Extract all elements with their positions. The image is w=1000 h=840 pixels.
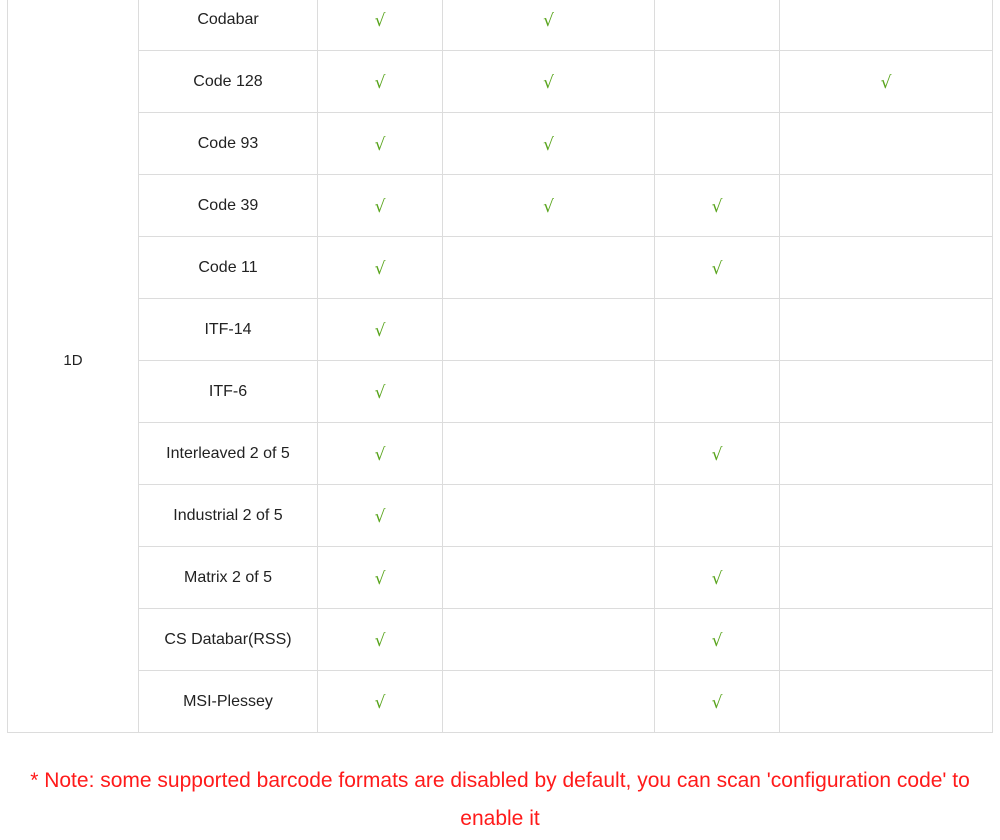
barcode-name-cell: Code 39 <box>139 175 318 237</box>
support-cell <box>655 237 780 299</box>
support-cell <box>655 547 780 609</box>
support-cell <box>443 547 655 609</box>
checkmark-icon: √ <box>374 444 386 465</box>
checkmark-icon: √ <box>374 382 386 403</box>
support-cell <box>780 237 993 299</box>
support-cell <box>443 423 655 485</box>
support-cell <box>318 237 443 299</box>
table-row <box>8 609 993 671</box>
checkmark-icon: √ <box>374 506 386 527</box>
support-cell <box>655 609 780 671</box>
support-cell <box>318 0 443 51</box>
checkmark-icon: √ <box>543 10 554 31</box>
checkmark-icon: √ <box>880 72 892 93</box>
support-cell <box>655 175 780 237</box>
support-cell <box>655 671 780 733</box>
table-row <box>8 485 993 547</box>
checkmark-icon: √ <box>543 72 554 93</box>
support-cell <box>443 609 655 671</box>
support-cell <box>655 0 780 51</box>
checkmark-icon: √ <box>711 196 723 217</box>
support-cell <box>780 609 993 671</box>
checkmark-icon: √ <box>374 196 386 217</box>
support-cell <box>318 547 443 609</box>
checkmark-icon: √ <box>374 630 386 651</box>
barcode-name-cell: Interleaved 2 of 5 <box>139 423 318 485</box>
table-row <box>8 237 993 299</box>
checkmark-icon: √ <box>374 692 386 713</box>
support-cell <box>443 299 655 361</box>
checkmark-icon: √ <box>711 692 723 713</box>
support-cell <box>780 361 993 423</box>
support-cell <box>655 485 780 547</box>
support-cell <box>780 485 993 547</box>
support-cell <box>443 51 655 113</box>
checkmark-icon: √ <box>374 568 386 589</box>
table-row <box>8 361 993 423</box>
support-cell <box>780 671 993 733</box>
barcode-name-cell: Industrial 2 of 5 <box>139 485 318 547</box>
support-cell <box>780 175 993 237</box>
support-cell <box>443 0 655 51</box>
barcode-name-cell: Codabar <box>139 0 318 51</box>
barcode-name-cell: Matrix 2 of 5 <box>139 547 318 609</box>
support-cell <box>443 485 655 547</box>
barcode-name-cell: Code 128 <box>139 51 318 113</box>
table-row <box>8 113 993 175</box>
support-cell <box>443 113 655 175</box>
support-cell <box>318 671 443 733</box>
support-cell <box>318 113 443 175</box>
table-row <box>8 51 993 113</box>
support-cell <box>780 547 993 609</box>
checkmark-icon: √ <box>374 258 386 279</box>
table-row <box>8 547 993 609</box>
barcode-name-cell: Code 93 <box>139 113 318 175</box>
support-cell <box>318 51 443 113</box>
checkmark-icon: √ <box>543 134 554 155</box>
checkmark-icon: √ <box>374 10 386 31</box>
table-row <box>8 0 993 51</box>
barcode-name-cell: ITF-14 <box>139 299 318 361</box>
support-cell <box>318 485 443 547</box>
support-cell <box>443 175 655 237</box>
checkmark-icon: √ <box>711 258 723 279</box>
support-cell <box>318 423 443 485</box>
support-cell <box>780 113 993 175</box>
group-label-cell: 1D <box>8 0 139 733</box>
checkmark-icon: √ <box>711 568 723 589</box>
support-cell <box>318 175 443 237</box>
support-cell <box>318 609 443 671</box>
table-body <box>8 0 993 733</box>
barcode-name-cell: MSI-Plessey <box>139 671 318 733</box>
support-cell <box>655 423 780 485</box>
support-cell <box>443 361 655 423</box>
table-row <box>8 423 993 485</box>
support-cell <box>780 51 993 113</box>
support-cell <box>655 299 780 361</box>
barcode-name-cell: CS Databar(RSS) <box>139 609 318 671</box>
support-cell <box>655 361 780 423</box>
checkmark-icon: √ <box>543 196 554 217</box>
barcode-name-cell: ITF-6 <box>139 361 318 423</box>
checkmark-icon: √ <box>374 320 386 341</box>
support-cell <box>780 423 993 485</box>
support-cell <box>318 299 443 361</box>
checkmark-icon: √ <box>374 72 386 93</box>
checkmark-icon: √ <box>374 134 386 155</box>
support-cell <box>780 299 993 361</box>
barcode-support-table <box>7 0 993 733</box>
support-cell <box>655 51 780 113</box>
checkmark-icon: √ <box>711 444 723 465</box>
support-cell <box>780 0 993 51</box>
checkmark-icon: √ <box>711 630 723 651</box>
barcode-name-cell: Code 11 <box>139 237 318 299</box>
support-cell <box>655 113 780 175</box>
support-cell <box>443 237 655 299</box>
footnote: * Note: some supported barcode formats are disabled by default, you can scan 'configuration code' to enable it <box>30 769 970 830</box>
support-cell <box>443 671 655 733</box>
table-row <box>8 175 993 237</box>
support-cell <box>318 361 443 423</box>
table-row <box>8 299 993 361</box>
table-row <box>8 671 993 733</box>
